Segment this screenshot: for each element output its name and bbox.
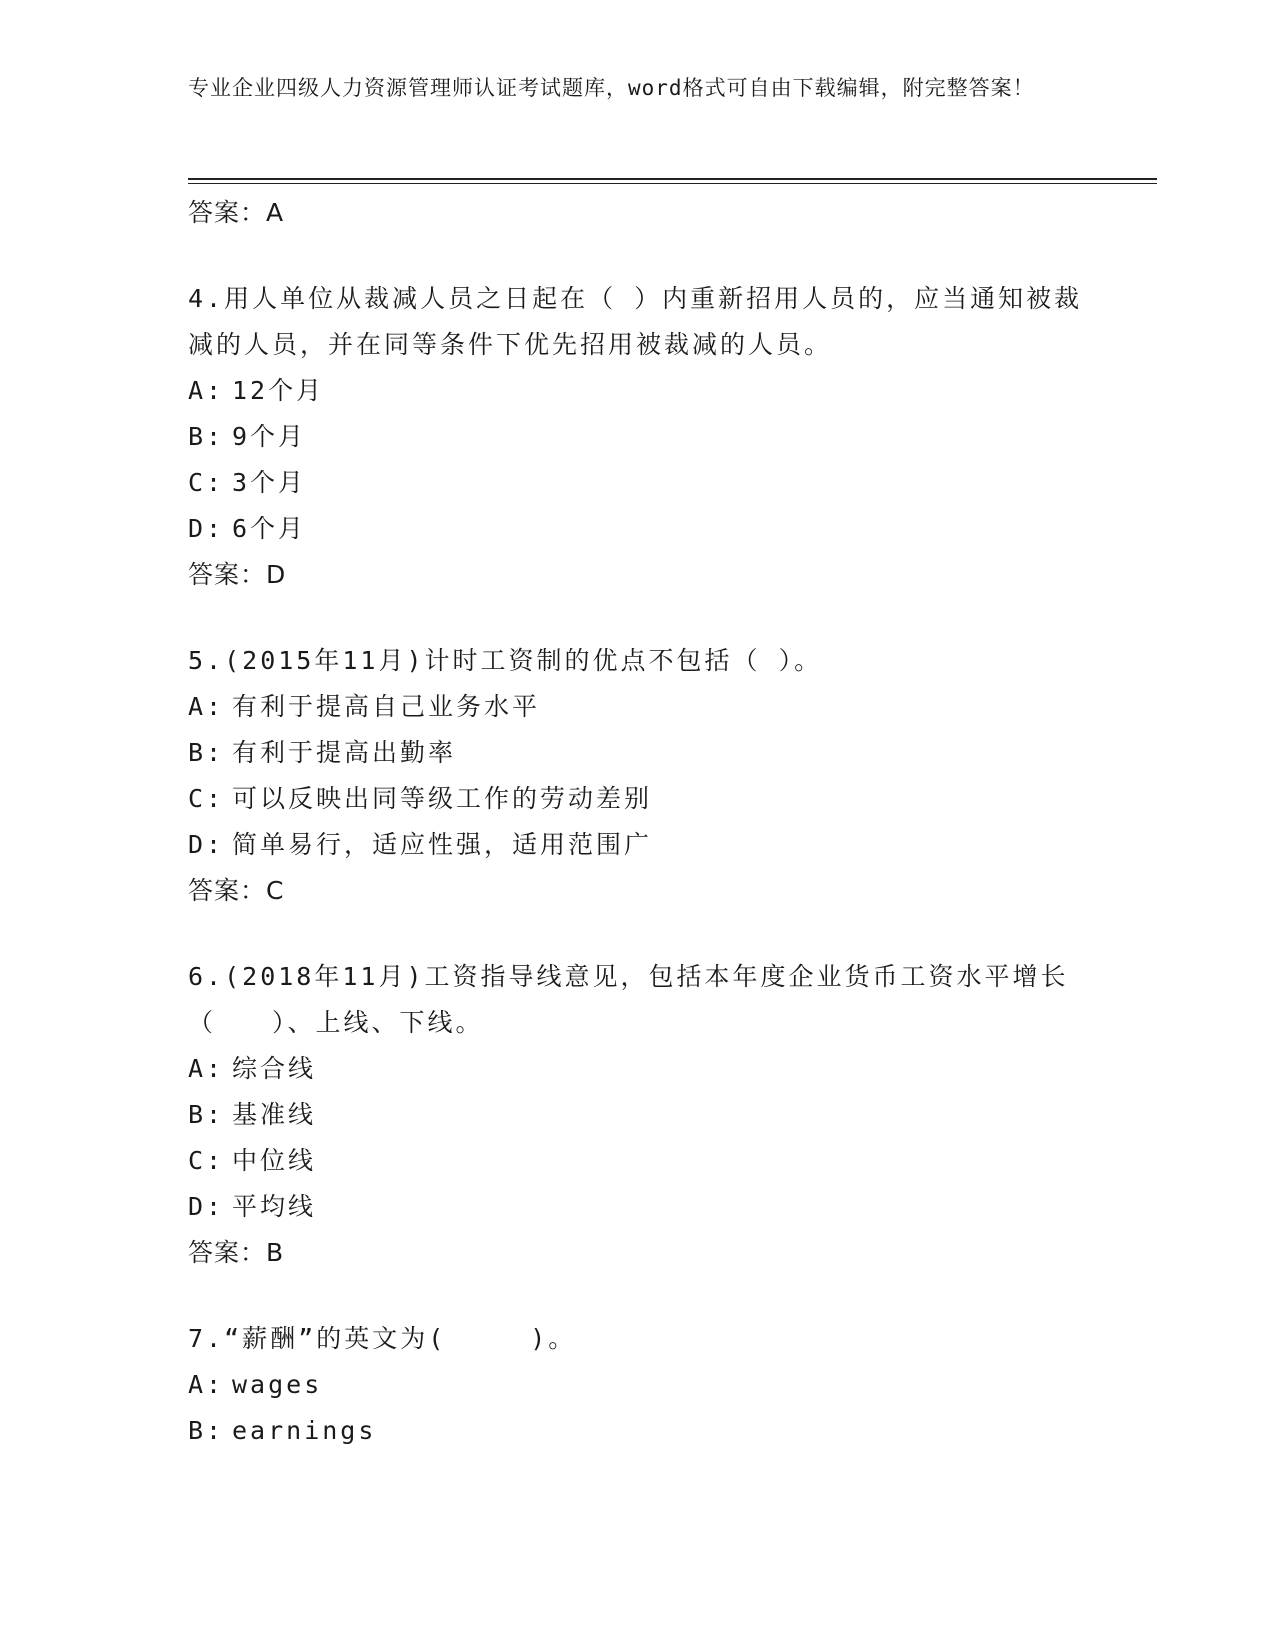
option-a	[188, 684, 1088, 730]
option-label: C:	[188, 468, 225, 497]
option-label: C:	[188, 784, 225, 813]
option-text: earnings	[232, 1416, 377, 1445]
question-text: 6.(2018年11月)工资指导线意见，包括本年度企业货币工资水平增长（ ）、上线、下线。	[188, 962, 1069, 1037]
option-b	[188, 730, 1088, 776]
option-label: D:	[188, 830, 225, 859]
option-label: B:	[188, 422, 225, 451]
option-text: 综合线	[232, 1054, 317, 1083]
document-header: 专业企业四级人力资源管理师认证考试题库，word格式可自由下载编辑，附完整答案！	[188, 76, 1035, 100]
answer-line: 答案：D	[188, 560, 287, 589]
option-text: 有利于提高出勤率	[232, 738, 457, 767]
option-label: C:	[188, 1146, 225, 1175]
option-c	[188, 460, 1088, 506]
option-label: B:	[188, 1100, 225, 1129]
header-divider-thick	[188, 178, 1157, 180]
option-text: wages	[232, 1370, 323, 1399]
answer-line: 答案：B	[188, 1238, 285, 1267]
question-text: 4.用人单位从裁减人员之日起在（ ）内重新招用人员的，应当通知被裁减的人员，并在同等条件下优先招用被裁减的人员。	[188, 284, 1083, 359]
option-text: 可以反映出同等级工作的劳动差别	[232, 784, 653, 813]
option-label: D:	[188, 514, 225, 543]
answer-line: 答案：A	[188, 198, 285, 227]
option-d	[188, 822, 1088, 868]
option-a	[188, 1362, 1088, 1408]
option-label: B:	[188, 1416, 225, 1445]
option-c	[188, 1138, 1088, 1184]
question-item	[188, 1316, 1088, 1454]
option-label: B:	[188, 738, 225, 767]
question-text: 5.(2015年11月)计时工资制的优点不包括（ ）。	[188, 646, 823, 675]
option-text: 中位线	[232, 1146, 317, 1175]
option-label: A:	[188, 376, 225, 405]
option-d	[188, 1184, 1088, 1230]
question-list	[188, 190, 1088, 1454]
option-label: D:	[188, 1192, 225, 1221]
option-label: A:	[188, 692, 225, 721]
option-label: A:	[188, 1370, 225, 1399]
question-text: 7.“薪酬”的英文为( )。	[188, 1324, 577, 1353]
option-d	[188, 506, 1088, 552]
option-a	[188, 368, 1088, 414]
option-b	[188, 414, 1088, 460]
question-item	[188, 638, 1088, 914]
option-text: 3个月	[232, 468, 307, 497]
option-label: A:	[188, 1054, 225, 1083]
option-b	[188, 1092, 1088, 1138]
option-b	[188, 1408, 1088, 1454]
option-text: 9个月	[232, 422, 307, 451]
option-text: 简单易行，适应性强，适用范围广	[232, 830, 653, 859]
option-c	[188, 776, 1088, 822]
option-text: 平均线	[232, 1192, 317, 1221]
option-text: 基准线	[232, 1100, 317, 1129]
option-text: 6个月	[232, 514, 307, 543]
question-item	[188, 954, 1088, 1276]
option-text: 有利于提高自己业务水平	[232, 692, 541, 721]
question-item	[188, 276, 1088, 598]
option-text: 12个月	[232, 376, 325, 405]
header-divider-thin	[188, 183, 1157, 184]
option-a	[188, 1046, 1088, 1092]
answer-line: 答案：C	[188, 876, 285, 905]
